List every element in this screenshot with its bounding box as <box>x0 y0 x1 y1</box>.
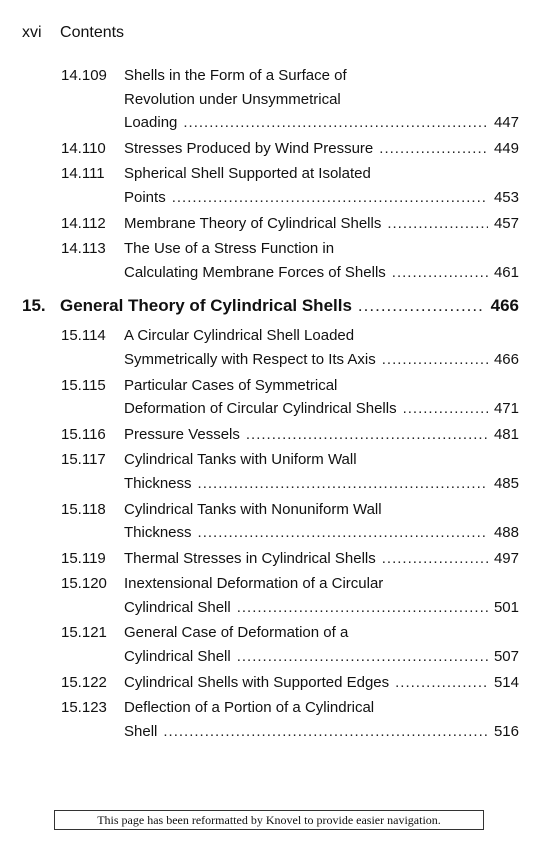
section-title[interactable] <box>124 572 519 619</box>
section-title[interactable] <box>124 696 519 743</box>
title-text[interactable]: Loading <box>124 114 178 132</box>
title-line <box>124 547 519 571</box>
title-text[interactable]: Cylindrical Shell <box>124 648 231 666</box>
toc-entry[interactable] <box>0 498 541 545</box>
toc-entry[interactable] <box>0 671 541 695</box>
chapter-number: 15. <box>22 296 46 316</box>
toc-entry[interactable] <box>0 621 541 668</box>
title-line <box>124 186 519 210</box>
title-text[interactable]: Calculating Membrane Forces of Shells <box>124 263 386 281</box>
title-line <box>124 645 519 669</box>
page-ref[interactable]: 514 <box>493 673 519 691</box>
toc-entry[interactable] <box>0 572 541 619</box>
toc-entry[interactable] <box>0 162 541 209</box>
section-number: 14.111 <box>61 165 105 183</box>
dot-leader <box>246 423 488 447</box>
page-ref[interactable]: 447 <box>493 114 519 132</box>
section-number: 15.118 <box>61 500 106 518</box>
toc-entry[interactable] <box>0 237 541 284</box>
toc-entry[interactable] <box>0 64 541 135</box>
knovel-notice: This page has been reformatted by Knovel to provide easier navigation. <box>54 810 484 830</box>
section-title[interactable] <box>124 137 519 161</box>
section-title[interactable] <box>124 621 519 668</box>
title-text[interactable]: Thickness <box>124 524 192 542</box>
toc-entry[interactable] <box>0 137 541 161</box>
section-title[interactable] <box>124 498 519 545</box>
title-line <box>124 720 519 744</box>
title-line <box>124 696 519 720</box>
section-number: 14.110 <box>61 139 106 157</box>
title-text[interactable]: Cylindrical Tanks with Nonuniform Wall <box>124 500 382 518</box>
title-line <box>124 324 519 348</box>
dot-leader <box>395 671 488 695</box>
section-title[interactable] <box>124 64 519 135</box>
page-ref[interactable]: 471 <box>493 400 519 418</box>
dot-leader <box>403 397 488 421</box>
section-number: 15.122 <box>61 673 107 691</box>
section-title[interactable] <box>124 162 519 209</box>
section-number: 15.120 <box>61 575 107 593</box>
title-text[interactable]: Thickness <box>124 474 192 492</box>
dot-leader <box>382 547 488 571</box>
title-line <box>124 88 519 112</box>
title-line <box>124 261 519 285</box>
page-ref[interactable]: 457 <box>493 214 519 232</box>
title-line <box>124 64 519 88</box>
title-line <box>124 374 519 398</box>
dot-leader <box>172 186 488 210</box>
chapter-page-ref[interactable]: 466 <box>490 296 519 316</box>
section-number: 15.121 <box>61 624 107 642</box>
title-text[interactable]: Inextensional Deformation of a Circular <box>124 575 384 593</box>
title-line <box>124 572 519 596</box>
toc-entry[interactable] <box>0 212 541 236</box>
title-text[interactable]: Revolution under Unsymmetrical <box>124 90 341 108</box>
title-text[interactable]: Cylindrical Tanks with Uniform Wall <box>124 451 357 469</box>
dot-leader <box>183 111 488 135</box>
dot-leader <box>198 472 488 496</box>
title-line <box>124 162 519 186</box>
dot-leader <box>382 348 488 372</box>
toc-entry[interactable] <box>0 374 541 421</box>
chapter-line <box>60 294 519 318</box>
page-ref[interactable]: 485 <box>493 474 519 492</box>
title-line <box>124 212 519 236</box>
title-line <box>124 671 519 695</box>
toc-entry[interactable] <box>0 448 541 495</box>
page-ref[interactable]: 497 <box>493 549 519 567</box>
section-number: 14.109 <box>61 67 107 84</box>
title-text[interactable]: Shell <box>124 722 158 740</box>
chapter-heading[interactable] <box>0 294 541 318</box>
page-number: xvi <box>22 24 42 41</box>
title-text[interactable]: Deflection of a Portion of a Cylindrical <box>124 699 375 717</box>
chapter-title[interactable]: General Theory of Cylindrical Shells <box>60 296 352 316</box>
section-number: 15.116 <box>61 425 106 443</box>
page-ref[interactable]: 507 <box>493 648 519 666</box>
section-number: 14.113 <box>61 240 106 258</box>
toc-entry[interactable] <box>0 547 541 571</box>
page-ref[interactable]: 501 <box>493 598 519 616</box>
title-line <box>124 423 519 447</box>
section-title[interactable] <box>124 212 519 236</box>
title-line <box>124 498 519 522</box>
page-ref[interactable]: 488 <box>493 524 519 542</box>
section-title[interactable] <box>124 671 519 695</box>
section-number: 15.119 <box>61 549 106 567</box>
toc-entry[interactable] <box>0 423 541 447</box>
page-ref[interactable]: 453 <box>493 188 519 206</box>
section-title[interactable] <box>124 237 519 284</box>
title-text[interactable]: A Circular Cylindrical Shell Loaded <box>124 327 355 345</box>
title-line <box>124 237 519 261</box>
section-title[interactable] <box>124 448 519 495</box>
title-text[interactable]: Stresses Produced by Wind Pressure <box>124 139 374 157</box>
section-number: 15.123 <box>61 699 107 717</box>
title-text[interactable]: Cylindrical Shell <box>124 598 231 616</box>
dot-leader <box>387 212 488 236</box>
title-line <box>124 137 519 161</box>
section-title[interactable] <box>124 423 519 447</box>
dot-leader <box>198 521 488 545</box>
title-line <box>124 111 519 135</box>
table-of-contents <box>0 62 541 743</box>
title-text[interactable]: Membrane Theory of Cylindrical Shells <box>124 214 382 232</box>
title-line <box>124 397 519 421</box>
dot-leader <box>392 261 488 285</box>
section-title[interactable] <box>124 374 519 421</box>
title-text[interactable]: Thermal Stresses in Cylindrical Shells <box>124 549 376 567</box>
title-text[interactable]: Particular Cases of Symmetrical <box>124 376 338 394</box>
title-line <box>124 521 519 545</box>
page-title: Contents <box>60 24 125 41</box>
section-title[interactable] <box>124 324 519 371</box>
title-text[interactable]: General Case of Deformation of a <box>124 624 349 642</box>
page-ref[interactable]: 449 <box>493 139 519 157</box>
title-line <box>124 348 519 372</box>
dot-leader <box>358 294 485 318</box>
section-title[interactable] <box>124 547 519 571</box>
dot-leader <box>163 720 488 744</box>
title-text[interactable]: Points <box>124 188 166 206</box>
title-line <box>124 621 519 645</box>
section-number: 15.117 <box>61 451 106 469</box>
title-text[interactable]: Shells in the Form of a Surface of <box>124 67 347 84</box>
page-ref[interactable]: 461 <box>493 263 519 281</box>
title-text[interactable]: Spherical Shell Supported at Isolated <box>124 165 371 183</box>
toc-entry[interactable] <box>0 696 541 743</box>
title-text[interactable]: Deformation of Circular Cylindrical Shells <box>124 400 397 418</box>
title-text[interactable]: Pressure Vessels <box>124 425 240 443</box>
title-text[interactable]: Symmetrically with Respect to Its Axis <box>124 350 376 368</box>
dot-leader <box>237 645 488 669</box>
dot-leader <box>379 137 488 161</box>
toc-entry[interactable] <box>0 324 541 371</box>
title-text[interactable]: The Use of a Stress Function in <box>124 240 335 258</box>
page-ref[interactable]: 466 <box>493 350 519 368</box>
title-line <box>124 596 519 620</box>
title-line <box>124 472 519 496</box>
section-number: 14.112 <box>61 214 106 232</box>
title-line <box>124 448 519 472</box>
section-number: 15.114 <box>61 327 106 345</box>
section-number: 15.115 <box>61 376 106 394</box>
page-ref[interactable]: 481 <box>493 425 519 443</box>
dot-leader <box>237 596 488 620</box>
page-ref[interactable]: 516 <box>493 722 519 740</box>
page-header <box>22 24 124 42</box>
title-text[interactable]: Cylindrical Shells with Supported Edges <box>124 673 390 691</box>
